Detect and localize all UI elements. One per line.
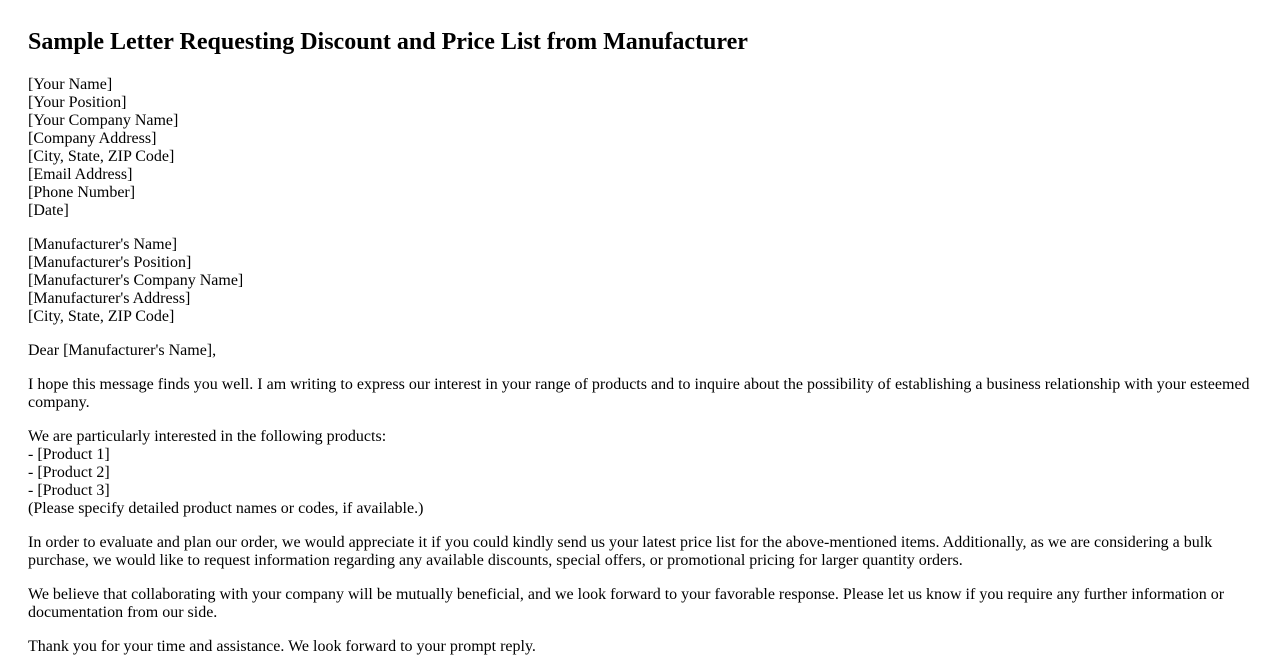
sender-name: [Your Name] <box>28 76 113 93</box>
recipient-address-block <box>28 236 1260 326</box>
recipient-address: [Manufacturer's Address] <box>28 290 191 307</box>
sender-position: [Your Position] <box>28 94 127 111</box>
product-item: - [Product 1] <box>28 446 110 463</box>
request-paragraph: In order to evaluate and plan our order, we would appreciate it if you could kindly send us your latest price list for the above-mentioned items. Additionally, as we are considering a bulk purchase, we would like to request information regarding any available discounts, special offers, or promotional pricing for larger quantity orders. <box>28 534 1213 569</box>
letter-page <box>28 0 1260 672</box>
sender-address-block <box>28 76 1260 220</box>
letter-date: [Date] <box>28 202 69 219</box>
product-list-intro: We are particularly interested in the following products: <box>28 428 387 445</box>
sender-company-name: [Your Company Name] <box>28 112 179 129</box>
product-list-note: (Please specify detailed product names or codes, if available.) <box>28 500 424 517</box>
sender-phone: [Phone Number] <box>28 184 136 201</box>
salutation: Dear [Manufacturer's Name], <box>28 342 217 359</box>
recipient-city-state-zip: [City, State, ZIP Code] <box>28 308 175 325</box>
sender-email: [Email Address] <box>28 166 133 183</box>
product-item: - [Product 3] <box>28 482 110 499</box>
intro-paragraph: I hope this message finds you well. I am writing to express our interest in your range of products and to inquire about the possibility of establishing a business relationship with your esteemed company. <box>28 376 1250 411</box>
recipient-company-name: [Manufacturer's Company Name] <box>28 272 244 289</box>
closing-paragraph: Thank you for your time and assistance. We look forward to your prompt reply. <box>28 638 536 655</box>
product-list-block <box>28 428 1260 518</box>
recipient-name: [Manufacturer's Name] <box>28 236 178 253</box>
recipient-position: [Manufacturer's Position] <box>28 254 192 271</box>
page-title: Sample Letter Requesting Discount and Price List from Manufacturer <box>28 29 748 55</box>
sender-city-state-zip: [City, State, ZIP Code] <box>28 148 175 165</box>
product-item: - [Product 2] <box>28 464 110 481</box>
collaboration-paragraph: We believe that collaborating with your company will be mutually beneficial, and we look forward to your favorable response. Please let us know if you require any further information or documentation from our side. <box>28 586 1225 621</box>
sender-company-address: [Company Address] <box>28 130 157 147</box>
